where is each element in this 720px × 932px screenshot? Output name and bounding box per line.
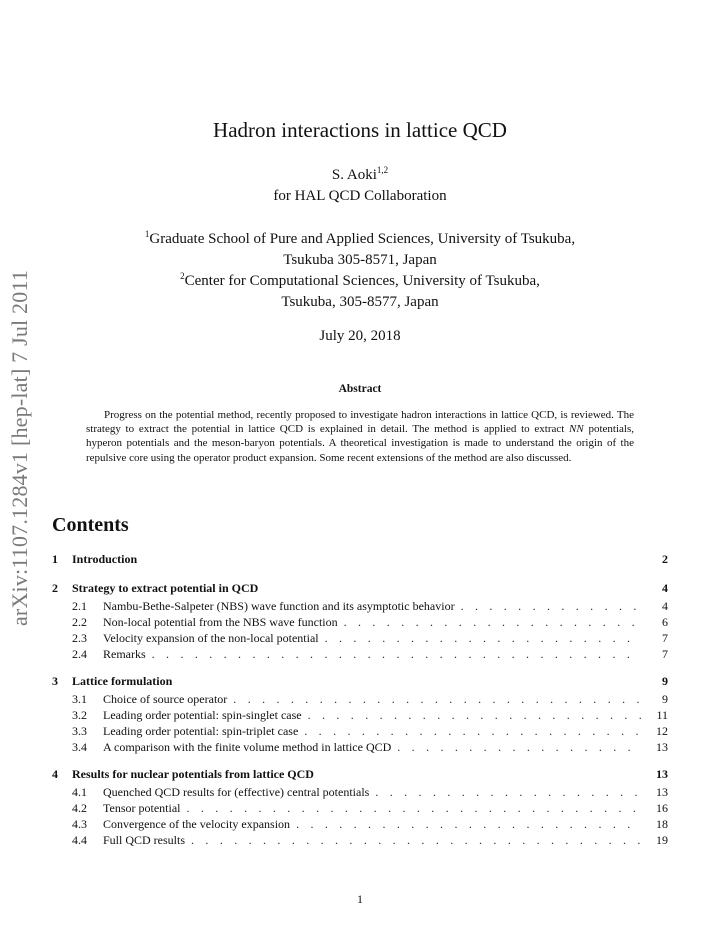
toc-section-3[interactable]	[52, 674, 668, 692]
toc-subsection-number: 4.1	[72, 785, 87, 799]
toc-subsection-number: 4.2	[72, 801, 87, 815]
toc-subsection-2-2[interactable]	[52, 615, 668, 631]
affiliation-1-text: Graduate School of Pure and Applied Sciences, University of Tsukuba,	[149, 231, 576, 247]
toc-subsection-title: Remarks	[103, 647, 146, 661]
toc-subsection-title: Leading order potential: spin-triplet case	[103, 724, 299, 738]
affiliation-2-text: Center for Computational Sciences, University of Tsukuba,	[184, 273, 540, 289]
toc-subsection-number: 3.4	[72, 740, 87, 754]
toc-subsection-3-4[interactable]	[52, 740, 668, 756]
toc-dot-leader	[325, 631, 642, 646]
toc-section-page: 4	[662, 581, 668, 595]
abstract-text-part-2: potentials, hyperon potentials and the meson-baryon potentials. A theoretical investigation is made to understand the origin of the repulsive core using the operator product expansion. Some recent extensions of the method are also discussed.	[86, 423, 634, 464]
toc-subsection-page: 18	[656, 817, 668, 831]
toc-subsection-3-3[interactable]	[52, 724, 668, 740]
toc-subsection-page: 7	[662, 647, 668, 661]
toc-section-1[interactable]	[52, 552, 668, 570]
affiliation-1-line2: Tsukuba 305-8571, Japan	[283, 252, 437, 268]
affiliation-2-line1	[0, 273, 720, 290]
toc-subsection-page: 4	[662, 599, 668, 613]
toc-subsection-page: 19	[656, 833, 668, 847]
toc-section-4[interactable]	[52, 767, 668, 785]
toc-section-title: Introduction	[72, 552, 138, 566]
arxiv-identifier: arXiv:1107.1284v1 [hep-lat] 7 Jul 2011	[7, 269, 32, 627]
abstract-nn-symbol: NN	[569, 423, 584, 436]
toc-subsection-page: 11	[656, 708, 668, 722]
toc-dot-leader	[397, 740, 642, 755]
toc-dot-leader	[296, 817, 642, 832]
toc-section-title: Strategy to extract potential in QCD	[72, 581, 259, 595]
toc-subsection-page: 12	[656, 724, 668, 738]
toc-subsection-title: Leading order potential: spin-singlet case	[103, 708, 302, 722]
toc-section-title: Lattice formulation	[72, 674, 173, 688]
toc-subsection-title: Choice of source operator	[103, 692, 228, 706]
toc-dot-leader	[375, 785, 642, 800]
affiliation-1-mark: 1	[144, 229, 150, 239]
toc-subsection-4-2[interactable]	[52, 801, 668, 817]
toc-subsection-page: 16	[656, 801, 668, 815]
toc-subsection-title: A comparison with the finite volume method in lattice QCD	[103, 740, 392, 754]
affiliation-1-line1	[0, 231, 720, 248]
author-name: S. Aoki	[331, 167, 377, 183]
toc-subsection-number: 3.3	[72, 724, 87, 738]
collaboration: for HAL QCD Collaboration	[273, 188, 447, 204]
toc-subsection-title: Velocity expansion of the non-local potential	[103, 631, 319, 645]
toc-subsection-page: 6	[662, 615, 668, 629]
toc-subsection-3-1[interactable]	[52, 692, 668, 708]
toc-subsection-2-1[interactable]	[52, 599, 668, 615]
toc-dot-leader	[304, 724, 642, 739]
toc-dot-leader	[233, 692, 642, 707]
toc-subsection-4-1[interactable]	[52, 785, 668, 801]
author-affiliation-marks: 1,2	[376, 165, 389, 175]
abstract-heading: Abstract	[338, 383, 382, 395]
toc-subsection-page: 7	[662, 631, 668, 645]
toc-dot-leader	[344, 615, 642, 630]
toc-dot-leader	[191, 833, 642, 848]
toc-subsection-4-4[interactable]	[52, 833, 668, 849]
toc-subsection-title: Convergence of the velocity expansion	[103, 817, 291, 831]
toc-subsection-number: 3.1	[72, 692, 87, 706]
toc-subsection-4-3[interactable]	[52, 817, 668, 833]
toc-subsection-number: 2.4	[72, 647, 87, 661]
toc-dot-leader	[152, 647, 642, 662]
toc-subsection-number: 4.3	[72, 817, 87, 831]
toc-subsection-3-2[interactable]	[52, 708, 668, 724]
page-number: 1	[357, 892, 363, 906]
abstract-text	[86, 408, 634, 465]
contents-heading: Contents	[52, 514, 129, 536]
author-line	[0, 167, 720, 184]
toc-subsection-title: Full QCD results	[103, 833, 186, 847]
toc-subsection-number: 3.2	[72, 708, 87, 722]
toc-subsection-2-4[interactable]	[52, 647, 668, 663]
toc-dot-leader	[186, 801, 642, 816]
toc-section-page: 9	[662, 674, 668, 688]
toc-section-2[interactable]	[52, 581, 668, 599]
abstract-text-part-1: Progress on the potential method, recently proposed to investigate hadron interactions in lattice QCD, is reviewed. The strategy to extract the potential in lattice QCD is explained in detail. The method is applied to extract	[86, 409, 634, 436]
toc-subsection-title: Non-local potential from the NBS wave function	[103, 615, 338, 629]
toc-subsection-title: Tensor potential	[103, 801, 181, 815]
toc-subsection-title: Quenched QCD results for (effective) central potentials	[103, 785, 370, 799]
affiliation-2-line2: Tsukuba, 305-8577, Japan	[281, 294, 439, 310]
toc-subsection-number: 2.1	[72, 599, 87, 613]
toc-section-number: 3	[52, 674, 58, 688]
toc-subsection-title: Nambu-Bethe-Salpeter (NBS) wave function and its asymptotic behavior	[103, 599, 455, 613]
toc-dot-leader	[461, 599, 642, 614]
toc-subsection-number: 4.4	[72, 833, 87, 847]
toc-section-number: 1	[52, 552, 58, 566]
toc-subsection-number: 2.2	[72, 615, 87, 629]
toc-subsection-page: 13	[656, 785, 668, 799]
toc-subsection-page: 13	[656, 740, 668, 754]
toc-section-title: Results for nuclear potentials from lattice QCD	[72, 767, 314, 781]
paper-title: Hadron interactions in lattice QCD	[213, 118, 507, 142]
affiliation-2-mark: 2	[180, 271, 185, 281]
toc-section-page: 13	[656, 767, 668, 781]
toc-subsection-page: 9	[662, 692, 668, 706]
toc-dot-leader	[308, 708, 642, 723]
toc-section-page: 2	[662, 552, 668, 566]
toc-subsection-number: 2.3	[72, 631, 87, 645]
toc-section-number: 4	[52, 767, 58, 781]
table-of-contents	[52, 552, 668, 849]
paper-date: July 20, 2018	[319, 328, 401, 344]
toc-subsection-2-3[interactable]	[52, 631, 668, 647]
toc-section-number: 2	[52, 581, 58, 595]
